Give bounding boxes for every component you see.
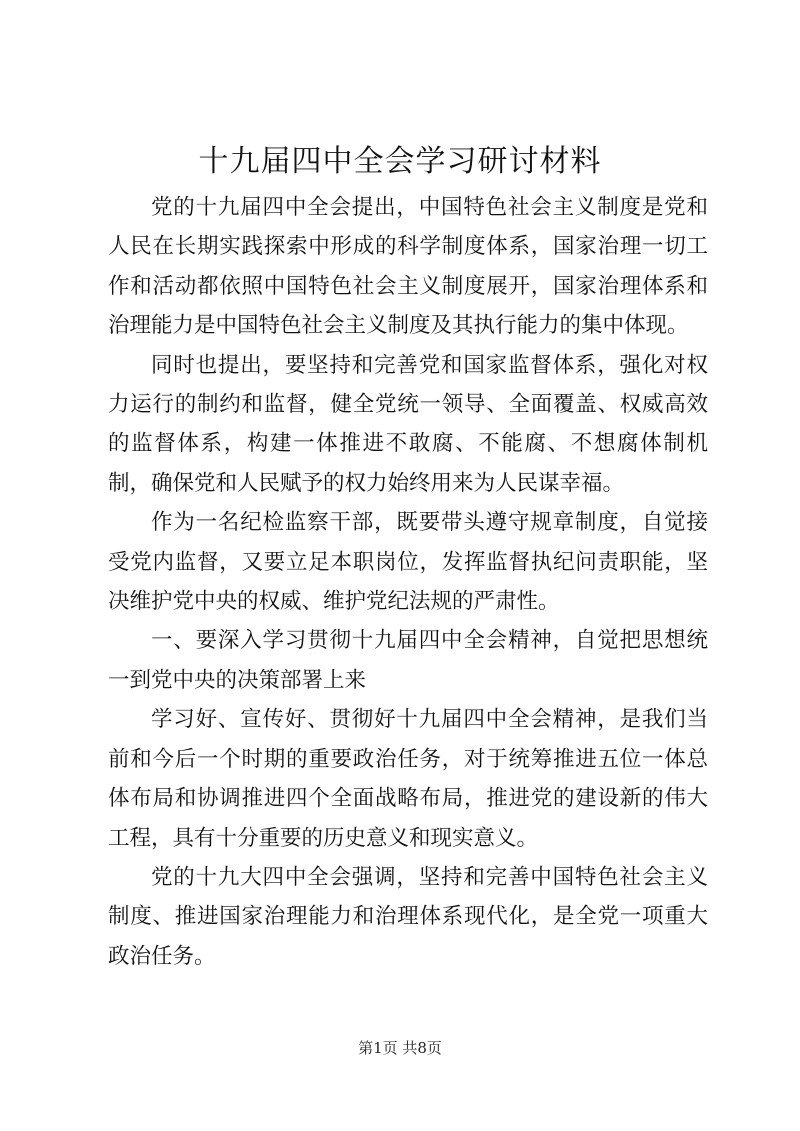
page-number-footer: 第1页 共8页: [358, 1039, 442, 1057]
paragraph: 作为一名纪检监察干部，既要带头遵守规章制度，自觉接受党内监督，又要立足本职岗位，发挥监督执纪问责职能，坚决维护党中央的权威、维护党纪法规的严肃性。: [108, 510, 708, 615]
paragraph: 党的十九届四中全会提出，中国特色社会主义制度是党和人民在长期实践探索中形成的科学制度体系，国家治理一切工作和活动都依照中国特色社会主义制度展开，国家治理体系和治理能力是中国特色社会主义制度及其执行能力的集中体现。: [108, 195, 708, 339]
document-body: [108, 188, 708, 976]
paragraph: 同时也提出，要坚持和完善党和国家监督体系，强化对权力运行的制约和监督，健全党统一领导、全面覆盖、权威高效的监督体系，构建一体推进不敢腐、不能腐、不想腐体制机制，确保党和人民赋予的权力始终用来为人民谋幸福。: [108, 352, 708, 496]
document-title: 十九届四中全会学习研讨材料: [198, 144, 602, 179]
paragraph: 党的十九大四中全会强调，坚持和完善中国特色社会主义制度、推进国家治理能力和治理体系现代化，是全党一项重大政治任务。: [108, 864, 708, 969]
paragraph: 学习好、宣传好、贯彻好十九届四中全会精神，是我们当前和今后一个时期的重要政治任务，对于统筹推进五位一体总体布局和协调推进四个全面战略布局，推进党的建设新的伟大工程，具有十分重要的历史意义和现实意义。: [108, 707, 708, 851]
section-heading: 一、要深入学习贯彻十九届四中全会精神，自觉把思想统一到党中央的决策部署上来: [108, 628, 708, 693]
